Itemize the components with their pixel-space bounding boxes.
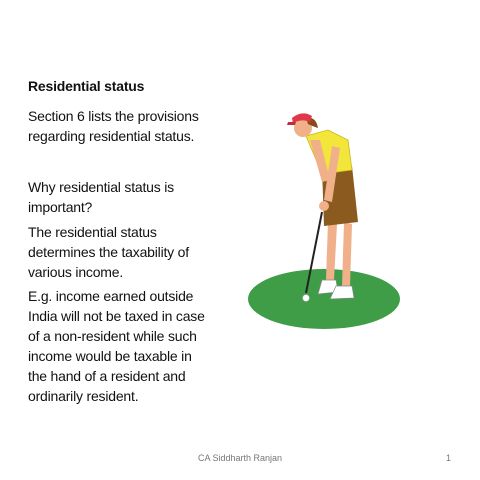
slide-title: Residential status — [28, 78, 145, 94]
golfer-illustration-icon — [240, 100, 410, 340]
page-number: 1 — [446, 453, 452, 463]
paragraph-question: Why residential status is important? — [28, 179, 174, 215]
paragraph-provisions: Section 6 lists the provisions regarding residential status. — [28, 108, 199, 144]
paragraph-taxability: The residential status determines the taxability of various income. — [28, 224, 189, 280]
paragraph-example: E.g. income earned outside India will not be taxed in case of a non-resident while such income would be taxable in the hand of a resident and ordinarily resident. — [28, 288, 205, 404]
footer-author: CA Siddharth Ranjan — [197, 453, 283, 463]
